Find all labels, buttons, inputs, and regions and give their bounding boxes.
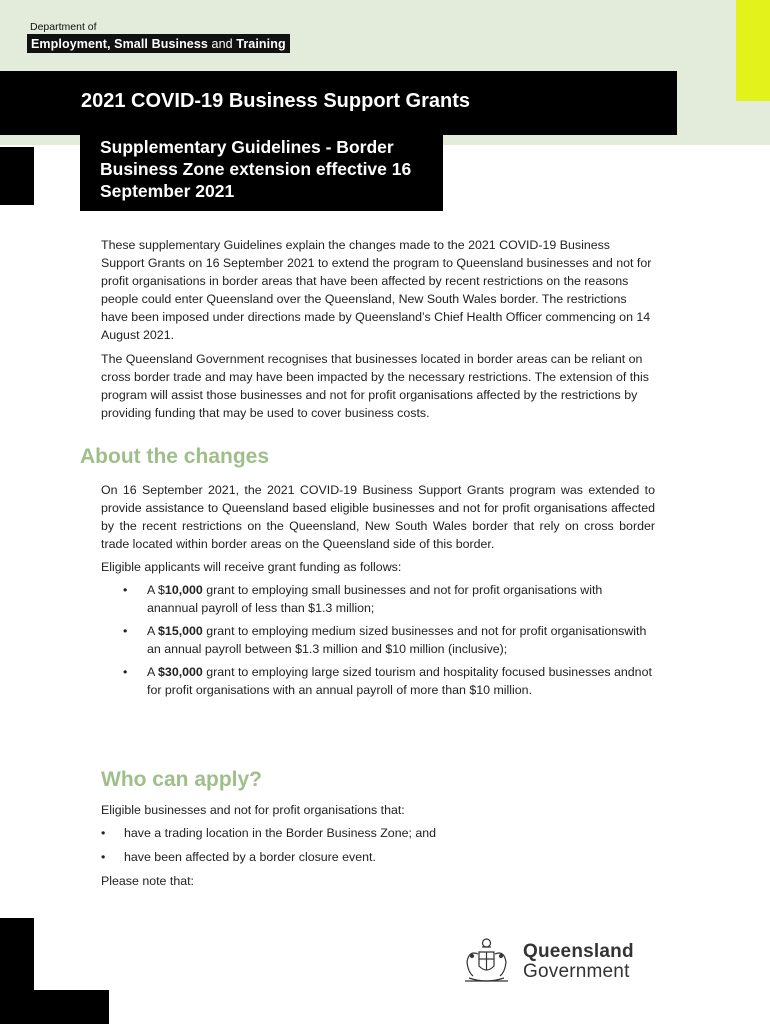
intro-paragraph-2: The Queensland Government recognises that businesses located in border areas can be reliant on cross border trade and may have been impacted by the necessary restrictions. The extension of this program will assist those businesses and not for profit organisations affected by the restrictions by providing funding that may be used to cover business costs. bbox=[101, 352, 650, 420]
eligible-intro: Eligible applicants will receive grant funding as follows: bbox=[101, 560, 402, 574]
department-logo bbox=[27, 22, 290, 53]
who-intro: Eligible businesses and not for profit organisations that: bbox=[101, 803, 405, 817]
about-paragraph: On 16 September 2021, the 2021 COVID-19 Business Support Grants program was extended to provide assistance to Queensland based eligible businesses and not for profit organisations affected by the recent restrictions on the Queensland, New South Wales border that rely on cross border trade located within border areas on the Queensland side of this border. bbox=[101, 483, 655, 551]
bullet-icon: • bbox=[123, 665, 128, 679]
bullet-icon: • bbox=[123, 583, 128, 597]
intro-section bbox=[101, 236, 655, 428]
who-heading: Who can apply? bbox=[101, 768, 263, 791]
list-item: • A $15,000 grant to employing medium sized businesses and not for profit organisationswith an annual payroll between $1.3 million and $10 million (inclusive); bbox=[123, 624, 647, 656]
list-item: • A $10,000 grant to employing small businesses and not for profit organisations with anannual payroll of less than $1.3 million; bbox=[123, 583, 603, 615]
department-name-label: Employment, Small Business and Training bbox=[27, 34, 290, 53]
page-title: 2021 COVID-19 Business Support Grants bbox=[81, 90, 471, 112]
bullet-icon: • bbox=[123, 624, 128, 638]
list-item: • have a trading location in the Border Business Zone; and bbox=[101, 826, 437, 840]
department-of-label: Department of bbox=[30, 21, 97, 33]
note-label: Please note that: bbox=[101, 874, 194, 888]
eligibility-list bbox=[101, 824, 655, 866]
yellow-accent-tab bbox=[736, 0, 770, 101]
government-label: Government bbox=[523, 961, 630, 982]
list-item: • A $30,000 grant to employing large sized tourism and hospitality focused businesses andnot for profit organisations with an annual payroll of more than $10 million. bbox=[123, 665, 652, 697]
who-section bbox=[101, 801, 655, 895]
queensland-government-logo bbox=[459, 932, 634, 987]
page-subtitle: Supplementary Guidelines - Border Business Zone extension effective 16 September 2021 bbox=[100, 137, 412, 201]
bottom-accent-horizontal bbox=[0, 990, 109, 1024]
left-accent-block bbox=[0, 147, 34, 205]
about-heading: About the changes bbox=[80, 445, 270, 468]
queensland-coat-of-arms-icon bbox=[459, 932, 514, 987]
bullet-icon: • bbox=[101, 826, 106, 840]
list-item: • have been affected by a border closure event. bbox=[101, 850, 376, 864]
grant-list bbox=[101, 581, 655, 699]
queensland-label: Queensland bbox=[523, 941, 634, 962]
about-section bbox=[101, 481, 655, 704]
intro-paragraph-1: These supplementary Guidelines explain the changes made to the 2021 COVID-19 Business Support Grants on 16 September 2021 to extend the program to Queensland businesses and not for profit organisations in border areas that have been affected by recent restrictions on the reasons people could enter Queensland over the Queensland, New South Wales border. The restrictions have been imposed under directions made by Queensland’s Chief Health Officer commencing on 14 August 2021. bbox=[101, 238, 652, 342]
bullet-icon: • bbox=[101, 850, 106, 864]
